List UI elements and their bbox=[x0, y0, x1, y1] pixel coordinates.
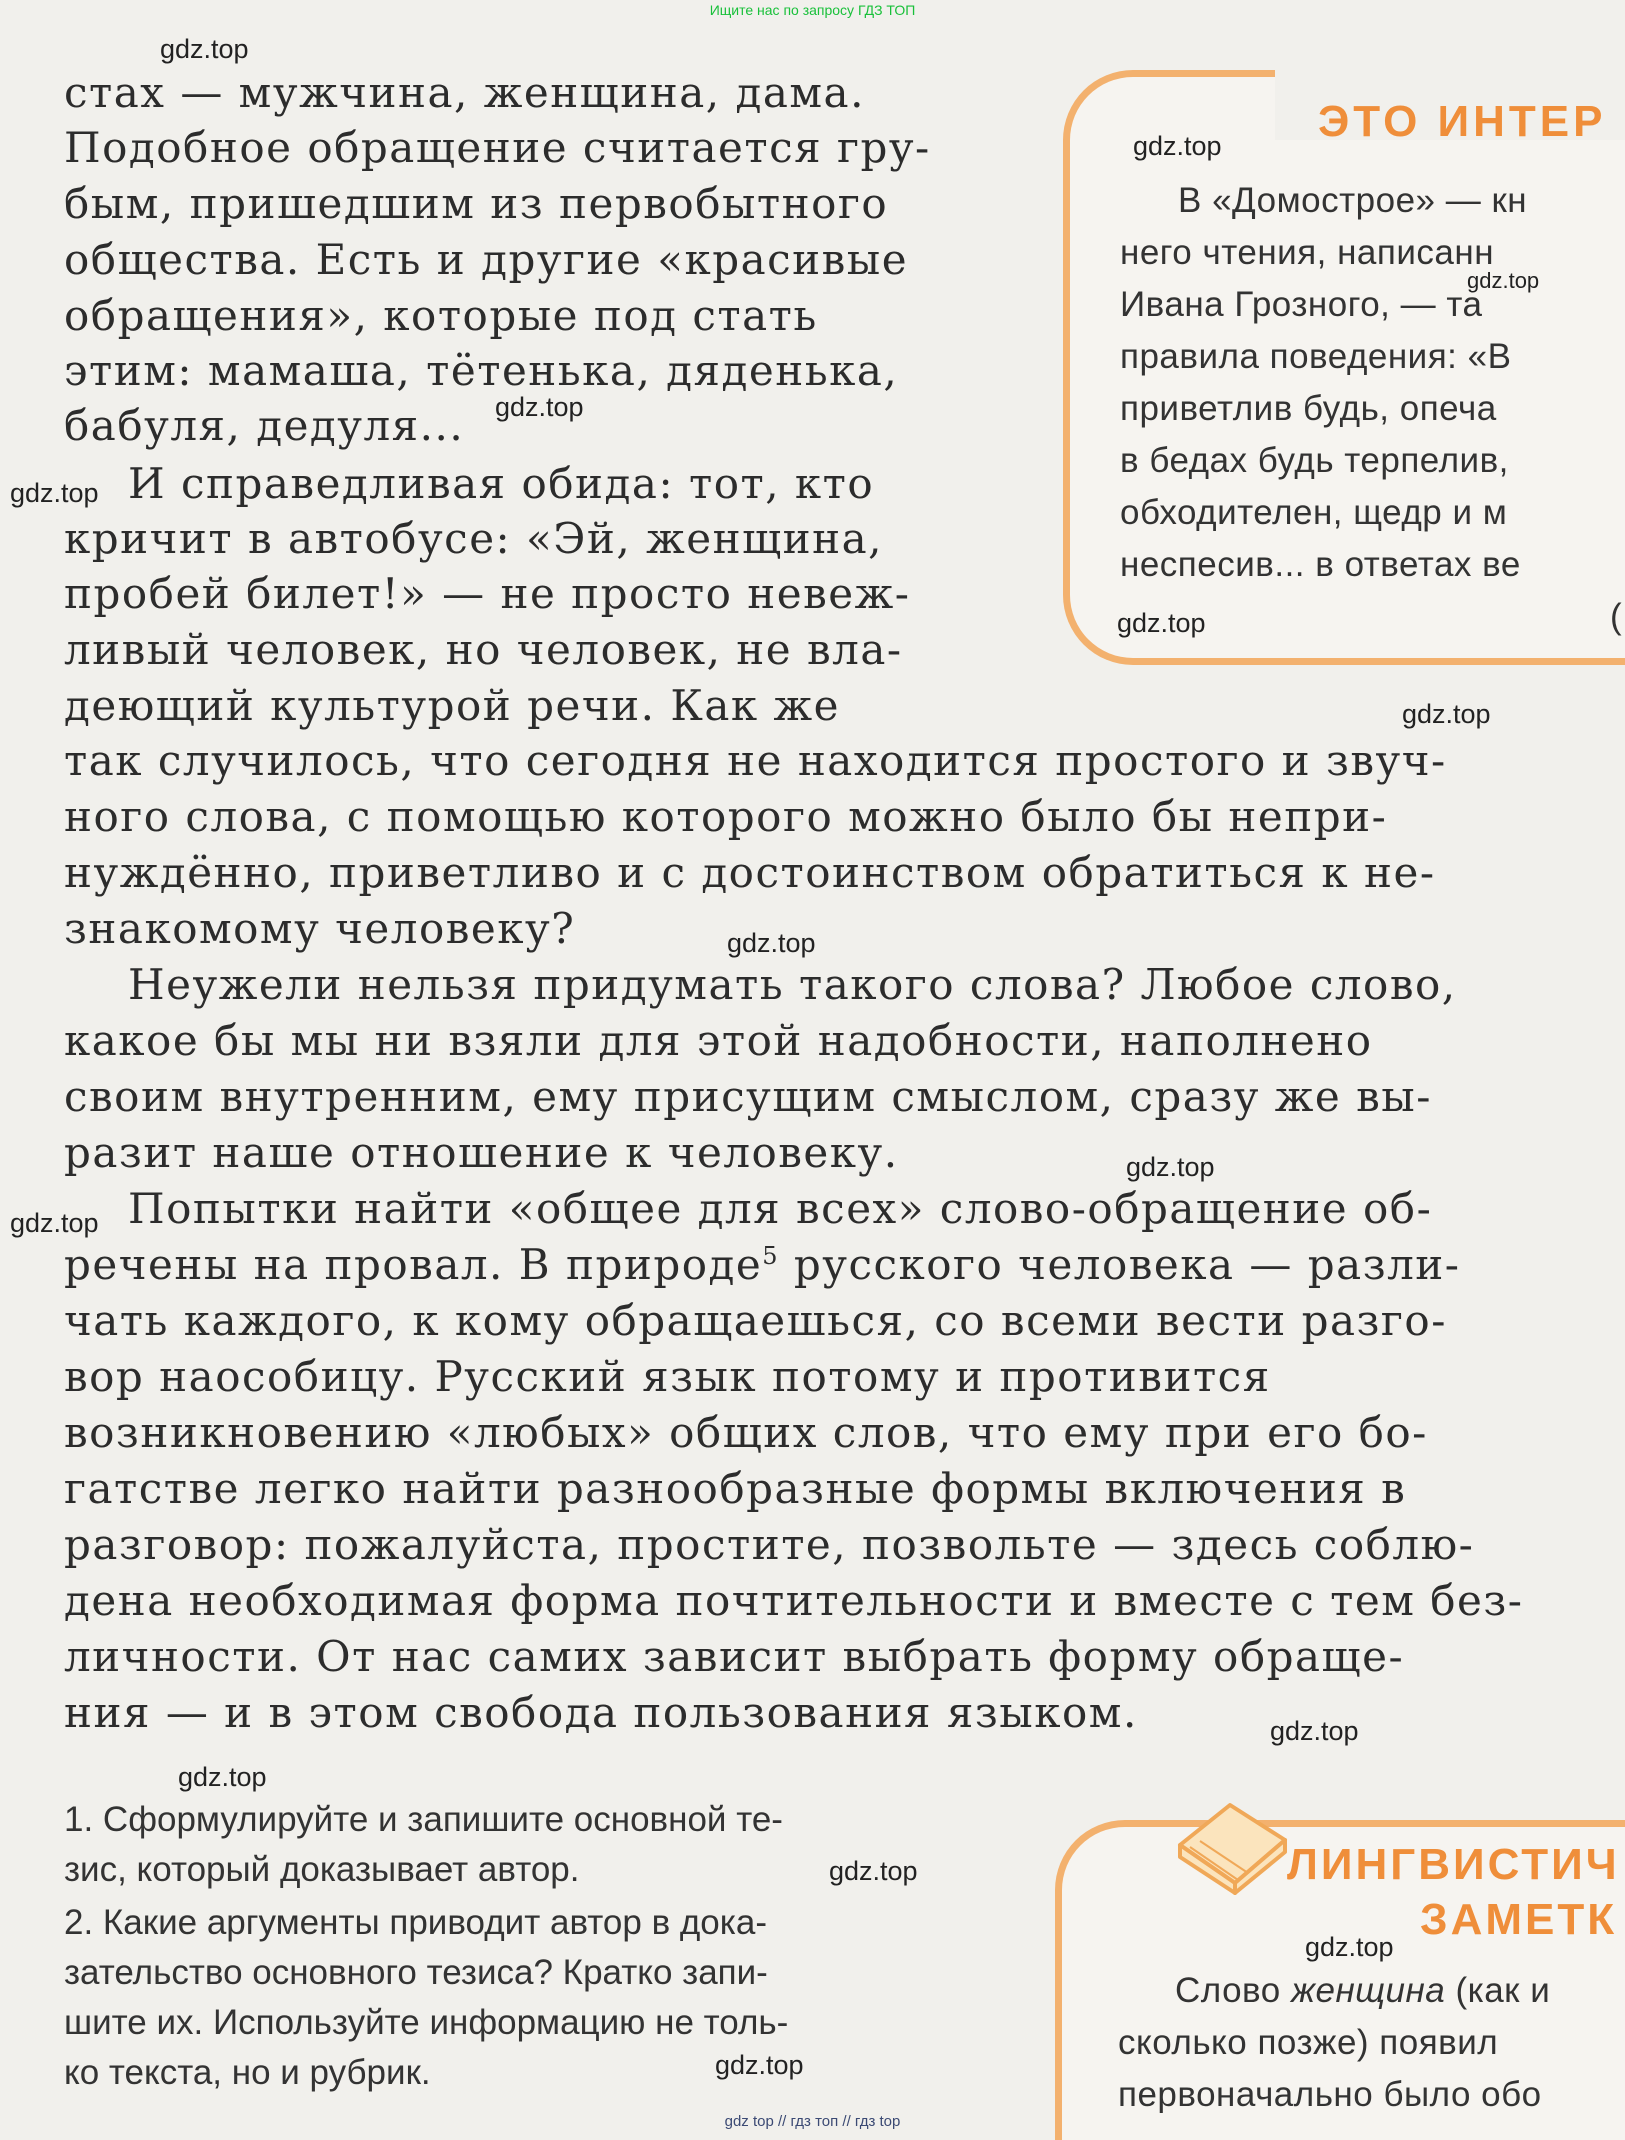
ling-text-line: сколько позже) появил bbox=[1118, 2023, 1499, 2062]
watermark: gdz.top bbox=[495, 392, 584, 422]
text-line: ния — и в этом свобода пользования языком. bbox=[64, 1688, 1138, 1737]
text-line: чать каждого, к кому обращаешься, со всеми вести разго- bbox=[64, 1296, 1447, 1345]
text-line: ливый человек, но человек, не вла- bbox=[64, 625, 903, 674]
text-line: кричит в автобусе: «Эй, женщина, bbox=[64, 514, 883, 563]
text-line: какое бы мы ни взяли для этой надобности, наполнено bbox=[64, 1016, 1373, 1065]
box-text-line: обходителен, щедр и м bbox=[1120, 493, 1508, 532]
book-icon bbox=[1160, 1785, 1300, 1895]
watermark: gdz.top bbox=[1126, 1152, 1215, 1182]
header-note: Ищите нас по запросу ГДЗ ТОП bbox=[709, 2, 916, 18]
exercise-line: зис, который доказывает автор. bbox=[64, 1850, 580, 1889]
text-line: Подобное обращение считается гру- bbox=[64, 123, 931, 172]
emphasized-word: женщина bbox=[1290, 1971, 1446, 2010]
text-line: своим внутренним, ему присущим смыслом, сразу же вы- bbox=[64, 1072, 1432, 1121]
text-line-footnote bbox=[64, 1237, 1460, 1293]
footer-note: gdz top // гдз топ // гдз top bbox=[724, 2113, 901, 2130]
text-fragment: речены на провал. В природе bbox=[64, 1240, 763, 1289]
text-line: стах — мужчина, женщина, дама. bbox=[64, 68, 865, 117]
text-line: этим: мамаша, тётенька, дяденька, bbox=[64, 346, 899, 395]
box-text-line: неспесив... в ответах ве bbox=[1120, 545, 1521, 584]
ling-text-line bbox=[1175, 1965, 1550, 2017]
text-line: Неужели нельзя придумать такого слова? Любое слово, bbox=[128, 960, 1457, 1009]
linguistic-notes-title-2: ЗАМЕТК bbox=[1420, 1895, 1618, 1944]
box-text-line: правила поведения: «В bbox=[1120, 337, 1512, 376]
text-line: И справедливая обида: тот, кто bbox=[128, 459, 875, 508]
linguistic-notes-title: ЛИНГВИСТИЧ bbox=[1287, 1840, 1620, 1889]
watermark: gdz.top bbox=[10, 478, 99, 508]
exercise-line: ко текста, но и рубрик. bbox=[64, 2053, 431, 2092]
box-text-line: ( bbox=[1610, 597, 1623, 636]
watermark: gdz.top bbox=[715, 2050, 804, 2080]
box-text-line: него чтения, написанн bbox=[1120, 233, 1495, 272]
watermark: gdz.top bbox=[1402, 699, 1491, 729]
text-line: Попытки найти «общее для всех» слово-обращение об- bbox=[128, 1184, 1433, 1233]
exercise-line: 1. Сформулируйте и запишите основной те- bbox=[64, 1800, 783, 1839]
text-line: дена необходимая форма почтительности и вместе с тем без- bbox=[64, 1576, 1524, 1625]
box-text-line: Ивана Грозного, — та bbox=[1120, 285, 1483, 324]
box-text-line: в бедах будь терпелив, bbox=[1120, 441, 1509, 480]
watermark: gdz.top bbox=[1305, 1932, 1394, 1962]
footnote-mark: 5 bbox=[762, 1242, 780, 1270]
ling-text-line: первоначально было обо bbox=[1118, 2075, 1542, 2113]
text-line: так случилось, что сегодня не находится простого и звуч- bbox=[64, 736, 1447, 785]
watermark: gdz.top bbox=[1133, 131, 1222, 161]
text-line: ного слова, с помощью которого можно было бы непри- bbox=[64, 792, 1388, 841]
text-line: пробей билет!» — не просто невеж- bbox=[64, 569, 911, 618]
text-line: бабуля, дедуля... bbox=[64, 401, 465, 450]
exercise-line: зательство основного тезиса? Кратко запи- bbox=[64, 1953, 768, 1992]
watermark: gdz.top bbox=[1270, 1716, 1359, 1746]
text-fragment: Слово bbox=[1175, 1971, 1291, 2010]
text-line: гатстве легко найти разнообразные формы включения в bbox=[64, 1464, 1407, 1513]
watermark: gdz.top bbox=[160, 34, 249, 64]
text-line: деющий культурой речи. Как же bbox=[64, 681, 840, 730]
exercise-line: 2. Какие аргументы приводит автор в дока- bbox=[64, 1903, 767, 1942]
text-line: обращения», которые под стать bbox=[64, 291, 818, 340]
box-text-line: В «Домострое» — кн bbox=[1178, 181, 1528, 220]
text-fragment: русского человека — разли- bbox=[779, 1240, 1461, 1289]
exercise-line: шите их. Используйте информацию не толь- bbox=[64, 2003, 789, 2042]
watermark: gdz.top bbox=[10, 1208, 99, 1238]
text-line: общества. Есть и другие «красивые bbox=[64, 235, 909, 284]
watermark: gdz.top bbox=[829, 1856, 918, 1886]
text-line: личности. От нас самих зависит выбрать форму обраще- bbox=[64, 1632, 1405, 1681]
box-text-line: приветлив будь, опеча bbox=[1120, 389, 1497, 428]
watermark: gdz.top bbox=[178, 1762, 267, 1792]
watermark: gdz.top bbox=[1467, 268, 1540, 293]
text-line: возникновению «любых» общих слов, что ему при его бо- bbox=[64, 1408, 1428, 1457]
text-line: вор наособицу. Русский язык потому и противится bbox=[64, 1352, 1271, 1401]
text-line: бым, пришедшим из первобытного bbox=[64, 179, 889, 228]
text-line: нуждённо, приветливо и с достоинством обратиться к не- bbox=[64, 848, 1436, 897]
watermark: gdz.top bbox=[727, 928, 816, 958]
text-fragment: (как и bbox=[1445, 1971, 1551, 2010]
text-line: разит наше отношение к человеку. bbox=[64, 1128, 899, 1177]
watermark: gdz.top bbox=[1117, 608, 1206, 638]
text-line: знакомому человеку? bbox=[64, 904, 576, 953]
interest-title: ЭТО ИНТЕР bbox=[1318, 97, 1607, 146]
text-line: разговор: пожалуйста, простите, позвольте — здесь соблю- bbox=[64, 1520, 1475, 1569]
